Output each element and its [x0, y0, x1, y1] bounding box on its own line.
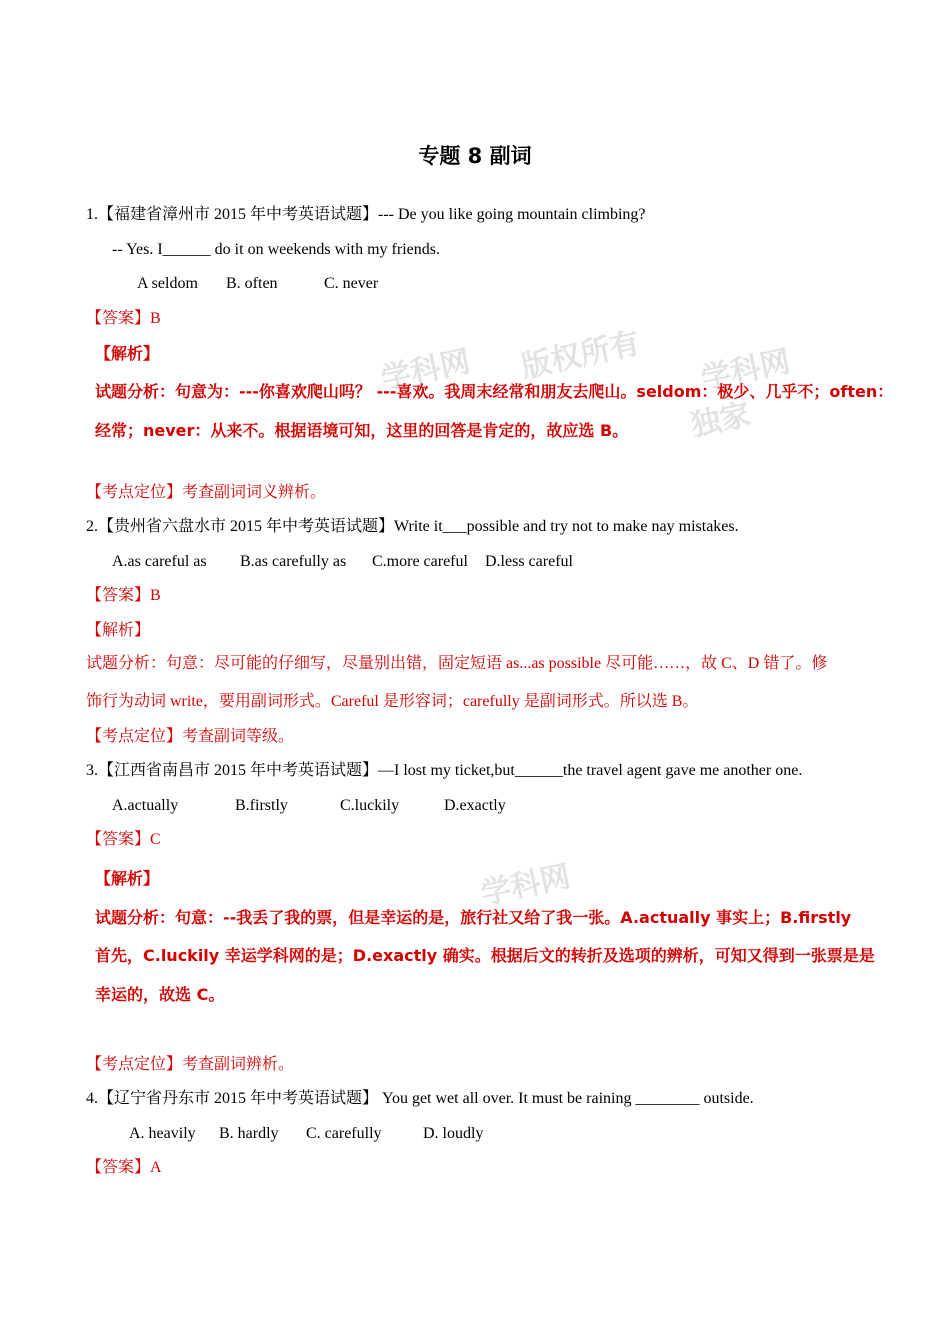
page-title: 专题 8 副词	[418, 144, 532, 168]
q2-options	[112, 551, 573, 573]
q3-point: 【考点定位】考查副词辨析。	[86, 1056, 295, 1073]
q3-analysis-1: 试题分析：句意：--我丢了我的票，但是幸运的是，旅行社又给了我一张。A.actually 事实上；B.firstly	[95, 908, 852, 927]
q2-analysis-1: 试题分析：句意：尽可能的仔细写，尽量别出错，固定短语 as...as possible 尽可能……，故 C、D 错了。修	[86, 655, 828, 672]
q1-point: 【考点定位】考查副词词义辨析。	[86, 484, 327, 501]
q2-point: 【考点定位】考查副词等级。	[86, 728, 295, 745]
q4-option-c[interactable]: C. carefully	[306, 1125, 382, 1142]
q2-option-d[interactable]: D.less careful	[485, 553, 573, 570]
q3-option-c[interactable]: C.luckily	[340, 797, 400, 814]
q3-stem: 3.【江西省南昌市 2015 年中考英语试题】—I lost my ticket,but______the travel agent gave me another one.	[86, 762, 803, 779]
q1-answer: 【答案】B	[86, 310, 161, 327]
q2-stem: 2.【贵州省六盘水市 2015 年中考英语试题】Write it___possible and try not to make nay mistakes.	[86, 518, 739, 535]
watermark-5: 学科网	[478, 858, 574, 912]
q2-option-a[interactable]: A.as careful as	[112, 553, 207, 570]
q1-line2: -- Yes. I______ do it on weekends with my friends.	[112, 241, 440, 258]
q3-analysis-2: 首先，C.luckily 幸运学科网的是；D.exactly 确实。根据后文的转折及选项的辨析，可知又得到一张票是是	[95, 946, 875, 965]
q4-stem: 4.【辽宁省丹东市 2015 年中考英语试题】 You get wet all over. It must be raining ________ outside.	[86, 1090, 754, 1107]
watermark-3: 学科网	[698, 343, 794, 397]
q1-analysis-2: 经常；never：从来不。根据语境可知，这里的回答是肯定的，故应选 B。	[95, 421, 629, 440]
q3-option-b[interactable]: B.firstly	[235, 797, 288, 814]
q2-analysis-label: 【解析】	[86, 622, 151, 639]
q3-answer: 【答案】C	[86, 831, 161, 848]
q2-analysis-2: 饰行为动词 write，要用副词形式。Careful 是形容词；carefully 是副词形式。所以选 B。	[86, 693, 699, 710]
watermark-2: 版权所有	[518, 325, 644, 386]
q1-stem: 1.【福建省漳州市 2015 年中考英语试题】--- De you like going mountain climbing?	[86, 206, 646, 223]
q2-option-c[interactable]: C.more careful	[372, 553, 468, 570]
q4-option-a[interactable]: A. heavily	[129, 1125, 196, 1142]
watermark-4: 独家	[687, 397, 754, 444]
q3-option-d[interactable]: D.exactly	[444, 797, 506, 814]
q4-option-d[interactable]: D. loudly	[423, 1125, 484, 1142]
q1-option-c[interactable]: C. never	[324, 275, 379, 292]
q4-option-b[interactable]: B. hardly	[219, 1125, 279, 1142]
q1-option-a[interactable]: A seldom	[137, 275, 198, 292]
q2-option-b[interactable]: B.as carefully as	[240, 553, 347, 570]
q1-options	[137, 273, 378, 295]
q3-analysis-label: 【解析】	[95, 869, 160, 888]
q4-options	[129, 1123, 483, 1145]
watermark-1: 学科网	[378, 343, 474, 397]
q2-answer: 【答案】B	[86, 587, 161, 604]
q4-answer: 【答案】A	[86, 1159, 162, 1176]
q1-analysis-label: 【解析】	[95, 344, 160, 363]
q1-option-b[interactable]: B. often	[226, 275, 278, 292]
q3-options	[112, 795, 506, 817]
q3-option-a[interactable]: A.actually	[112, 797, 179, 814]
q3-analysis-3: 幸运的，故选 C。	[95, 985, 225, 1004]
q1-analysis-1: 试题分析：句意为：---你喜欢爬山吗？ ---喜欢。我周末经常和朋友去爬山。seldom：极少、几乎不；often：	[95, 382, 894, 401]
